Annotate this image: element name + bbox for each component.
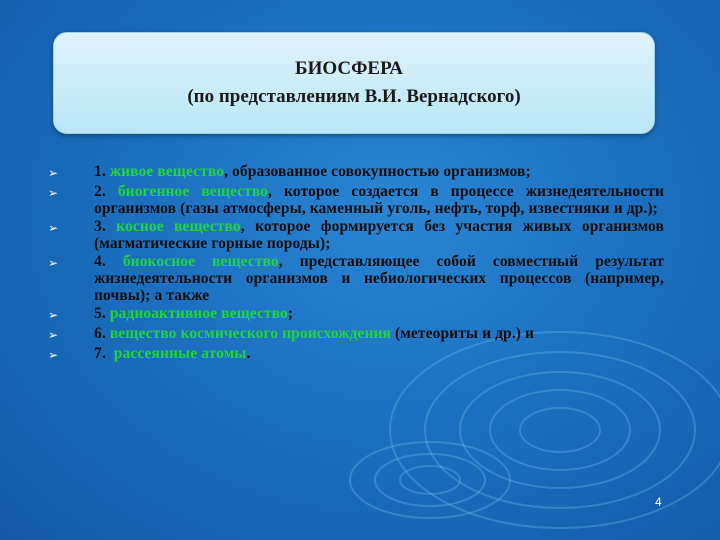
matter-term: живое вещество [109, 163, 225, 180]
slide-page-number: 4 [655, 495, 662, 509]
arrow-bullet-icon: ➢ [48, 221, 59, 235]
matter-term: биокосное вещество [122, 253, 279, 270]
list-item-text: 2. биогенное вещество, которое создается в процессе жизнедеятельности организмов (газы атмосферы, каменный уголь, нефть, торф, известняки и др.); [94, 183, 664, 217]
list-item-text: 6. вещество космического происхождения (метеориты и др.) и [94, 325, 534, 342]
biosphere-matter-list [48, 163, 664, 364]
list-item-text: 3. косное вещество, которое формируется без участия живых организмов (магматические горные породы); [94, 218, 664, 252]
matter-term: радиоактивное вещество [109, 305, 288, 322]
list-item-text: 4. биокосное вещество, представляющее собой совместный результат жизнедеятельности организмов и небиологических процессов (например, почвы); а также [94, 253, 664, 304]
list-item [48, 345, 664, 364]
title-subtitle: (по представлениям В.И. Вернадского) [187, 86, 521, 107]
title-main: БИОСФЕРА [295, 58, 403, 79]
matter-term: биогенное вещество [117, 183, 269, 200]
list-item [48, 183, 664, 217]
arrow-bullet-icon: ➢ [48, 256, 59, 270]
matter-term: косное вещество [116, 218, 241, 235]
list-item [48, 163, 664, 182]
list-item [48, 253, 664, 304]
arrow-bullet-icon: ➢ [48, 328, 59, 342]
list-item [48, 218, 664, 252]
list-item [48, 325, 664, 344]
arrow-bullet-icon: ➢ [48, 186, 59, 200]
matter-term: вещество космического происхождения [109, 325, 392, 342]
arrow-bullet-icon: ➢ [48, 348, 59, 362]
list-item-text: 1. живое вещество, образованное совокупностью организмов; [94, 163, 531, 180]
matter-term: рассеянные атомы [113, 345, 247, 362]
title-box [53, 32, 655, 134]
list-item-text: 5. радиоактивное вещество; [94, 305, 294, 322]
list-item [48, 305, 664, 324]
arrow-bullet-icon: ➢ [48, 308, 59, 322]
list-item-text: 7. рассеянные атомы. [94, 345, 251, 362]
arrow-bullet-icon: ➢ [48, 166, 59, 180]
